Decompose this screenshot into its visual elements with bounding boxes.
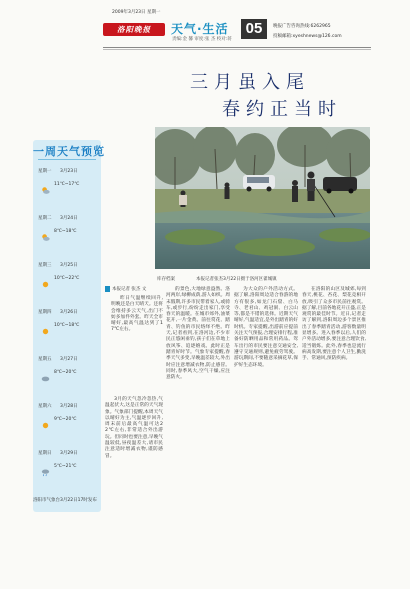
weather-day-name: 星期一 [38,169,52,174]
photo-caption: 本报记者张杰3月22日摄于洛河区翟城镇 [196,277,277,282]
weather-day-row [38,215,98,255]
weather-day-row [38,309,98,349]
weather-day-date: 3月27日 [60,357,78,362]
weather-day-date: 3月28日 [60,404,78,409]
article-column-1-lower [105,397,163,509]
sunny-icon [41,274,49,282]
column-3-text: 为大众的户外活动方式。据了解,洛阳周边适合春游的地方有很多,如龙门石窟、白马寺、老君山、鸡冠洞、白云山等,都是不错的选择。近期天气晴好,气温适宜,是外出踏青的好时机。专家提醒,出游前应提前关注天气预报,合理安排行程,准备好防晒用品和常用药品。驾车出行的市民要注意交通安全,遵守交通规则,避免疲劳驾驶。游玩期间,不要随意采摘花草,保护好生态环境。 [234,287,298,368]
weather-day-temperature: 8℃~18℃ [54,229,77,234]
partly-cloudy-icon [41,180,49,188]
partly-cloudy-icon [41,227,49,235]
weather-day-temperature: 10℃~18℃ [54,323,80,328]
header-divider [103,47,371,48]
weather-day-date: 3月26日 [60,310,78,315]
column-1-text: 昨日气温继续回升,明晚还是白天晴天。还将会维持多云天气,出门不妨多加件外套。昨天全市晴好,最高气温达到了17℃左右。 [111,296,163,333]
weather-day-name: 星期日 [38,451,52,456]
section-title: 天气·生活 [171,22,229,36]
article-column-2 [166,287,230,587]
article-column-4 [302,287,366,587]
weather-day-date: 3月29日 [60,451,78,456]
weather-day-name: 星期六 [38,404,52,409]
sunny-icon [41,321,49,329]
ad-hotline: 晚报广告咨询热线:6262965 [273,24,331,29]
weather-day-row [38,450,98,490]
weather-day-name: 星期二 [38,216,52,221]
spring-outing-photo [155,127,370,269]
weather-day-temperature: 5℃~21℃ [54,464,77,469]
weather-day-row [38,403,98,443]
weather-day-row [38,262,98,302]
weather-day-name: 星期三 [38,263,52,268]
editor-line: 责编:金 馨 审度:张 杰 校对:蒋 [172,37,232,42]
newspaper-logo: 洛阳晚报 [103,23,165,36]
page-number: 05 [241,19,267,39]
issue-date: 2009年3月23日 星期一 [112,10,161,15]
weather-day-date: 3月24日 [60,216,78,221]
cloudy-icon [41,368,49,376]
weather-day-temperature: 9℃~20℃ [54,417,77,422]
sunny-icon [41,415,49,423]
weekly-weather-title: 一周天气预览 [33,145,105,158]
header-divider-thin [103,49,371,50]
weather-day-temperature: 11℃~17℃ [54,182,80,187]
submission-email: 投稿邮箱:xyeshnews@126.com [273,34,342,39]
weather-title-divider [38,159,96,160]
weather-day-temperature: 8℃~20℃ [54,370,77,375]
weather-day-date: 3月23日 [60,169,78,174]
weather-day-temperature: 10℃~22℃ [54,276,80,281]
weather-day-name: 星期四 [38,310,52,315]
byline-marker [105,286,110,292]
rain-icon [41,462,49,470]
article-byline: 本报记者 张杰 文 [112,287,147,292]
weather-day-name: 星期五 [38,357,52,362]
column-1-lower-text: 3月的天气忽冷忽热,气温起伏大,这是正常的天气现象。气象部门提醒,本周天气以晴好为主,气温逐步回升,周末前后最高气温可达22℃左右,非常适合外出游玩。但同时也要注意,早晚气温较低,昼夜温差大,请市民注意适时增减衣物,谨防感冒。 [105,397,163,459]
article-column-3 [234,287,298,587]
column-2-text: 的景色,大地绿意盎然。洛河两岸,绿柳成荫,游人如织。周末假期,许多市民带着家人,或骑车,或步行,纷纷走出家门,享受春天的温暖。在城市郊外,油菜花开,一片金黄。前往赏花、踏青、钓鱼的市民络绎不绝。昨天,记者看到,在洛河边,不少市民正悠闲垂钓,孩子们在草地上放风筝、追逐嬉戏。此时正是踏青好时节。气象专家提醒,春季天气多变,早晚温差较大,外出时应注意增减衣物,防止感冒。同时,春季风大,空气干燥,应注意防火。 [166,287,230,381]
photo-illustration [155,127,370,269]
weather-day-date: 3月25日 [60,263,78,268]
column-4-text: 在洛阳的山区及城郊,每到春天,桃花、杏花、梨花竞相开放,吸引了众多市民前往观赏。据了解,目前各地花开正盛,正是观赏的最佳时节。近日,记者走访了解到,洛阳周边多个景区推出了春季踏青活动,游客数量明显增多。进入春季以后,人们的户外活动增多,要注意合理饮食,适当锻炼。此外,春季也是流行病高发期,要注意个人卫生,勤洗手、常通风,预防疾病。 [302,287,366,362]
weather-day-row [38,168,98,208]
headline-line-2: 春约正当时 [222,99,342,120]
forecast-issuer-note: 洛阳市气象台3月22日17时发布 [33,498,97,503]
headline-line-1: 三月虽入尾 [190,72,310,93]
weather-day-row [38,356,98,396]
photo-credit: 库存档案 [157,277,175,282]
